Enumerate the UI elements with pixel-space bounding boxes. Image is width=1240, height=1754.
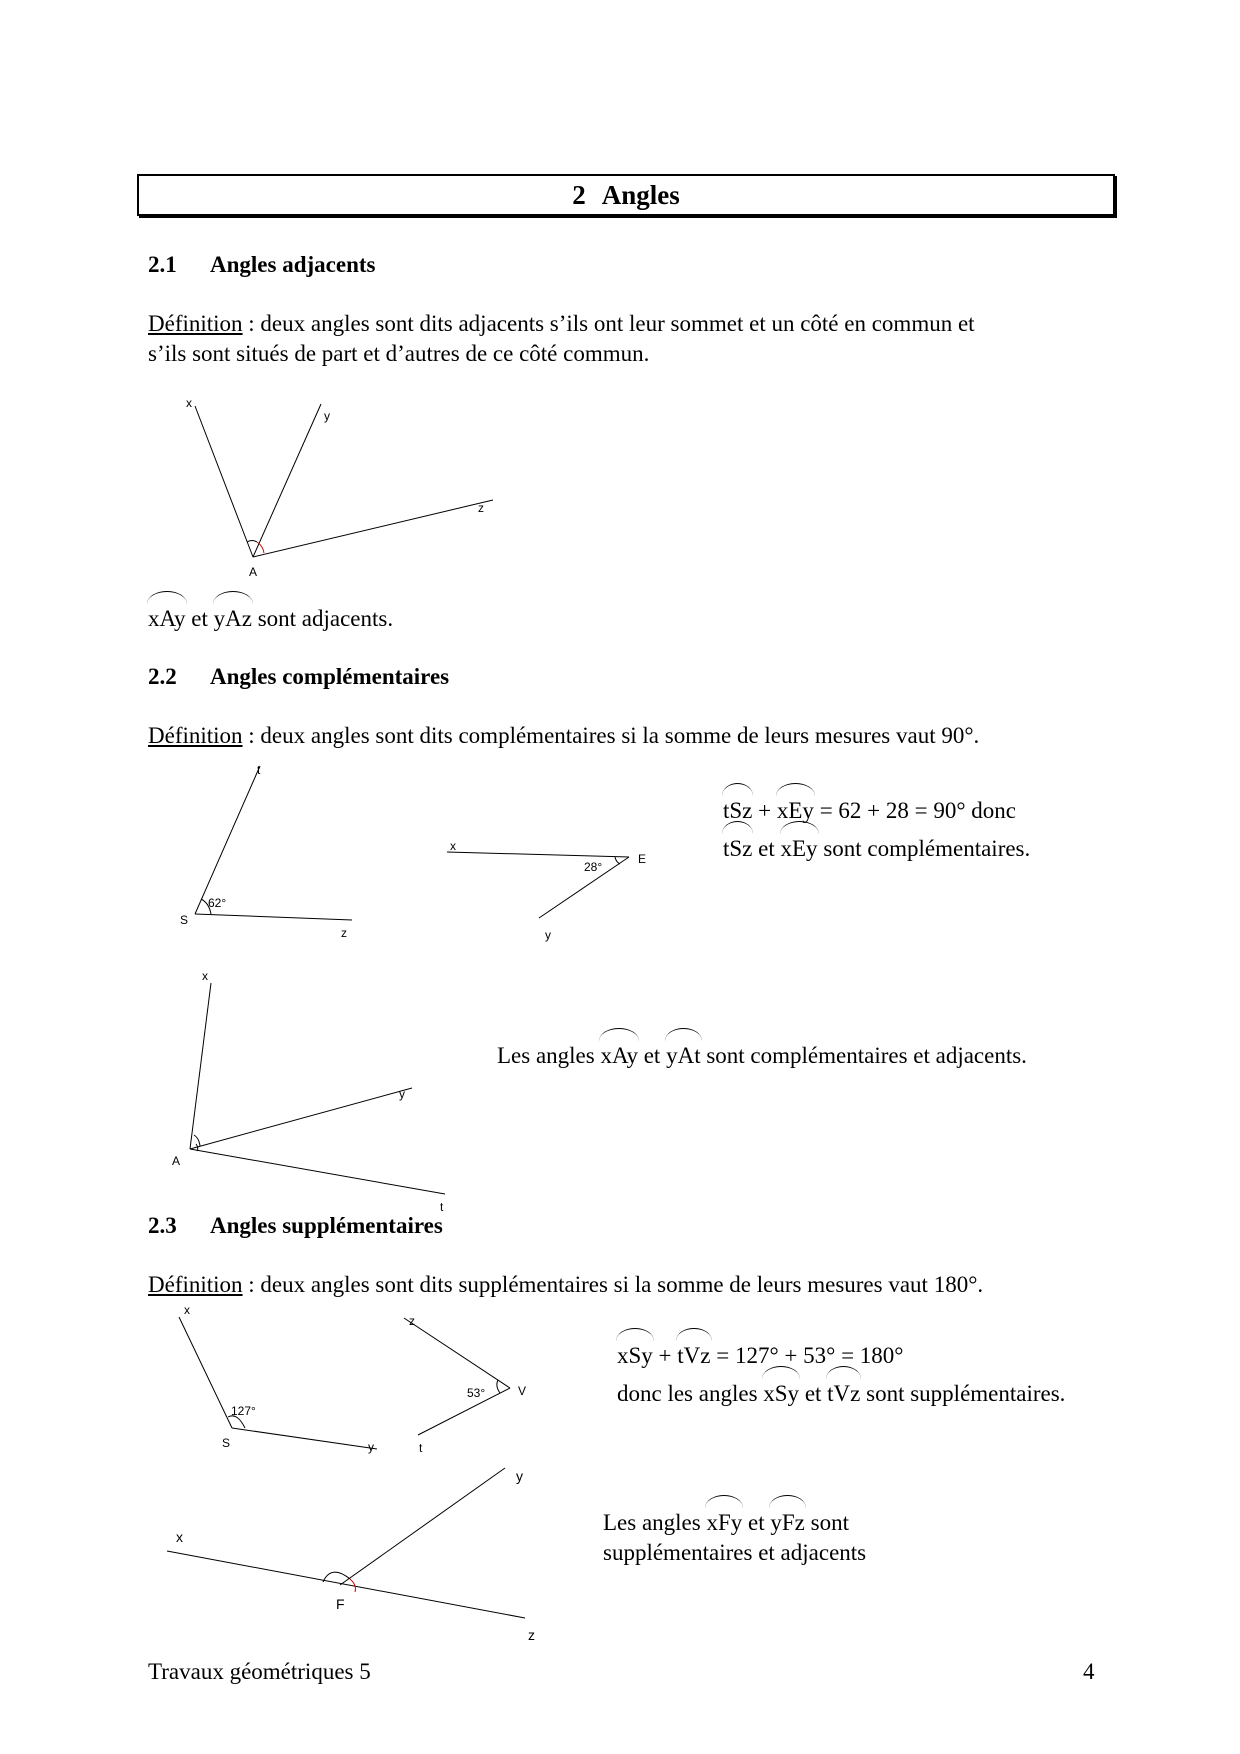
supplementary-conclusion	[617, 1379, 1065, 1409]
supplementary-adjacent-statement	[603, 1508, 866, 1568]
angle-tSz: tSz	[723, 834, 752, 864]
label-z: z	[528, 1627, 535, 1643]
angle-mark-tVz	[497, 1380, 500, 1393]
label-S: S	[222, 1436, 231, 1450]
label-z: z	[341, 926, 347, 940]
angle-value-28: 28°	[584, 860, 603, 874]
definition-line1: : deux angles sont dits adjacents s’ils ont leur sommet et un côté en commun et	[242, 311, 975, 336]
label-y: y	[368, 1440, 374, 1454]
label-x: x	[184, 1303, 190, 1317]
angle-tVz: tVz	[827, 1379, 860, 1409]
text-rest: sont	[804, 1510, 849, 1535]
heading-text: Angles complémentaires	[210, 664, 450, 689]
definition-label: Définition	[148, 723, 243, 748]
label-y: y	[324, 409, 330, 423]
angle-value-127: 127°	[231, 1404, 256, 1418]
label-x: x	[202, 969, 208, 983]
page-number: 4	[1083, 1659, 1095, 1684]
angle-value-53: 53°	[467, 1386, 486, 1400]
text-plus: +	[752, 798, 777, 823]
text-et: et	[637, 1043, 667, 1068]
label-E: E	[638, 852, 647, 866]
label-S: S	[180, 913, 189, 927]
angle-xAy: xAy	[148, 604, 186, 634]
angle-yAt: yAt	[666, 1041, 701, 1071]
label-y: y	[545, 928, 551, 942]
angle-xAy: xAy	[600, 1041, 638, 1071]
label-z: z	[478, 501, 484, 515]
text-pre: Les angles	[603, 1510, 707, 1535]
heading-number: 2.3	[148, 1213, 177, 1238]
label-x: x	[450, 839, 456, 853]
footer-title: Travaux géométriques 5	[148, 1659, 371, 1684]
text-rest: sont complémentaires et adjacents.	[700, 1043, 1027, 1068]
label-A: A	[172, 1154, 181, 1168]
definition-label: Définition	[148, 311, 243, 336]
heading-number: 2.2	[148, 664, 177, 689]
text-et: et	[799, 1381, 828, 1406]
text-rest: sont complémentaires.	[817, 836, 1031, 861]
angle-tSz: tSz	[723, 796, 752, 826]
text-rest: sont supplémentaires.	[860, 1381, 1066, 1406]
label-z: z	[409, 1314, 415, 1328]
text-rest: = 62 + 28 = 90° donc	[813, 798, 1017, 823]
angle-tVz: tVz	[677, 1341, 710, 1371]
label-x: x	[186, 396, 192, 410]
ray-Sx	[179, 1317, 232, 1428]
section-title-text: Angles	[601, 180, 680, 210]
label-V: V	[518, 1384, 527, 1398]
label-t: t	[440, 1200, 444, 1214]
angle-xEy: xEy	[781, 834, 818, 864]
section-number: 2	[572, 180, 586, 210]
angle-xSy: xSy	[763, 1379, 799, 1409]
heading-text: Angles adjacents	[210, 252, 376, 277]
text-pre: Les angles	[497, 1043, 601, 1068]
label-t: t	[257, 763, 261, 777]
ray-Vz	[404, 1318, 510, 1388]
text-et: et	[742, 1510, 771, 1535]
label-y: y	[516, 1468, 523, 1484]
text-plus: +	[652, 1343, 678, 1368]
text-pre: donc les angles	[617, 1381, 764, 1406]
ray-Fy	[340, 1468, 505, 1585]
label-x: x	[176, 1529, 183, 1545]
label-F: F	[336, 1596, 345, 1612]
angle-yAz: yAz	[214, 604, 252, 634]
ray-Vt	[418, 1388, 510, 1435]
angle-yFz: yFz	[770, 1508, 805, 1538]
definition-text: : deux angles sont dits complémentaires si la somme de leurs mesures vaut 90°.	[242, 723, 980, 748]
definition-label: Définition	[148, 1272, 243, 1297]
line-xz	[167, 1551, 525, 1618]
label-y: y	[399, 1087, 405, 1101]
text-line2: supplémentaires et adjacents	[603, 1540, 867, 1565]
label-t: t	[419, 1441, 423, 1455]
heading-number: 2.1	[148, 252, 177, 277]
definition-text: : deux angles sont dits supplémentaires si la somme de leurs mesures vaut 180°.	[242, 1272, 984, 1297]
supplementary-equation	[617, 1341, 904, 1371]
text-et: et	[185, 606, 214, 631]
definition-line2: s’ils sont situés de part et d’autres de ce côté commun.	[148, 341, 650, 366]
text-et: et	[752, 836, 781, 861]
angle-xFy: xFy	[706, 1508, 742, 1538]
ray-Sy	[232, 1428, 377, 1449]
text-rest: = 127° + 53° = 180°	[710, 1343, 904, 1368]
angle-xSy: xSy	[617, 1341, 653, 1371]
angle-value-62: 62°	[208, 896, 227, 910]
heading-text: Angles supplémentaires	[210, 1213, 443, 1238]
text-tail: sont adjacents.	[251, 606, 394, 631]
angle-xEy: xEy	[777, 796, 814, 826]
label-A: A	[249, 565, 258, 579]
